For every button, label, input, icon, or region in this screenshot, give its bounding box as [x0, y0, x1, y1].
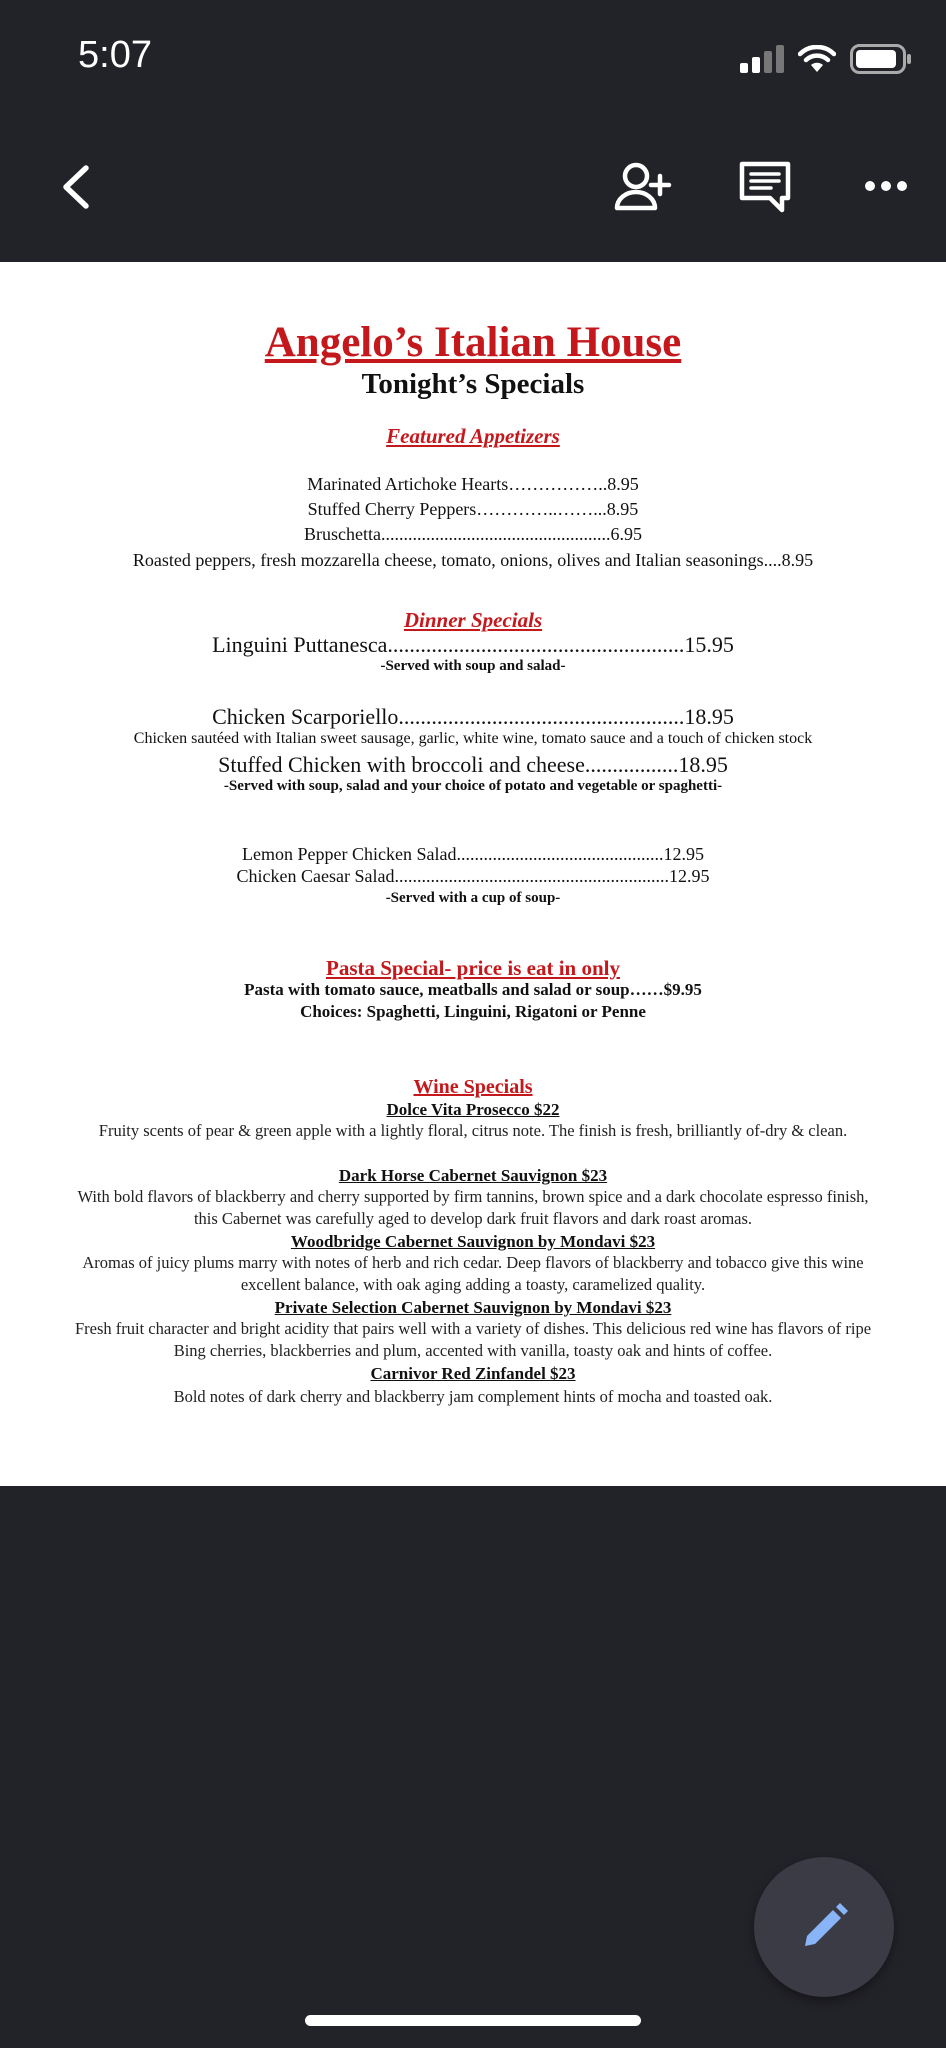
signal-icon — [740, 45, 784, 73]
document-page — [0, 262, 946, 1486]
comment-icon[interactable] — [738, 160, 792, 214]
appetizer-item: Marinated Artichoke Hearts……………..8.95 — [307, 474, 639, 494]
appetizer-item: Stuffed Cherry Peppers…………..……...8.95 — [307, 499, 639, 519]
pasta-description: Pasta with tomato sauce, meatballs and salad or soup……$9.95 — [244, 980, 702, 999]
salad-item: Chicken Caesar Salad.............................................................12.95 — [236, 866, 710, 886]
dinner-note: -Served with soup, salad and your choice of potato and vegetable or spaghetti- — [223, 778, 723, 794]
wine-name: Private Selection Cabernet Sauvignon by Mondavi $23 — [274, 1298, 672, 1317]
edit-button[interactable] — [754, 1857, 894, 1997]
wine-description: Aromas of juicy plums marry with notes of herb and rich cedar. Deep flavors of blackberry and tobacco give this wine excellent balance, with oak aging adding a toasty, caramelized quality. — [82, 1253, 864, 1294]
specials-subtitle: Tonight’s Specials — [361, 368, 585, 400]
pasta-heading: Pasta Special- price is eat in only — [326, 956, 620, 980]
salad-note: -Served with a cup of soup- — [385, 890, 561, 906]
wine-name: Dark Horse Cabernet Sauvignon $23 — [338, 1166, 608, 1185]
wine-name: Carnivor Red Zinfandel $23 — [370, 1364, 576, 1383]
dinner-item: Chicken Scarporiello....................................................18.95 — [212, 704, 734, 729]
wine-description: Fruity scents of pear & green apple with a lightly floral, citrus note. The finish is fresh, brilliantly of-dry & clean. — [98, 1121, 848, 1140]
home-indicator — [305, 2015, 641, 2026]
restaurant-title: Angelo’s Italian House — [264, 319, 682, 366]
wine-description: With bold flavors of blackberry and cherry supported by firm tannins, brown spice and a dark chocolate espresso finish, this Cabernet was carefully aged to develop dark fruit flavors and dark roast aromas. — [77, 1187, 869, 1228]
more-options-icon[interactable] — [864, 178, 908, 194]
battery-icon — [850, 44, 912, 74]
appetizer-item: Bruschetta...................................................6.95 — [304, 524, 642, 544]
dinner-item: Stuffed Chicken with broccoli and cheese.................18.95 — [218, 752, 728, 777]
dinner-heading: Dinner Specials — [403, 608, 543, 632]
appetizer-item: Roasted peppers, fresh mozzarella cheese, tomato, onions, olives and Italian seasonings....8.95 — [132, 550, 814, 570]
wine-name: Dolce Vita Prosecco $22 — [386, 1100, 560, 1119]
dinner-item-description: Chicken sautéed with Italian sweet sausage, garlic, white wine, tomato sauce and a touch of chicken stock — [133, 730, 813, 747]
dinner-note: -Served with soup and salad- — [380, 658, 566, 674]
status-icons — [740, 44, 912, 74]
pasta-choices: Choices: Spaghetti, Linguini, Rigatoni or Penne — [300, 1002, 646, 1021]
dinner-item: Linguini Puttanesca......................................................15.95 — [212, 632, 734, 657]
wifi-icon — [798, 45, 836, 73]
add-person-icon[interactable] — [614, 162, 672, 212]
pencil-icon — [799, 1902, 849, 1952]
status-time: 5:07 — [78, 34, 152, 76]
wine-name: Woodbridge Cabernet Sauvignon by Mondavi $23 — [290, 1232, 656, 1251]
salad-item: Lemon Pepper Chicken Salad..............................................12.95 — [242, 844, 704, 864]
back-chevron-icon[interactable] — [56, 162, 96, 212]
wine-description: Fresh fruit character and bright acidity that pairs well with a variety of dishes. This delicious red wine has flavors of ripe Bing cherries, blackberries and plum, accented with vanilla, toasty oak and hints of coffee. — [74, 1319, 872, 1360]
appetizers-heading: Featured Appetizers — [386, 424, 560, 448]
wine-heading: Wine Specials — [413, 1076, 533, 1098]
wine-description: Bold notes of dark cherry and blackberry jam complement hints of mocha and toasted oak. — [173, 1387, 773, 1406]
